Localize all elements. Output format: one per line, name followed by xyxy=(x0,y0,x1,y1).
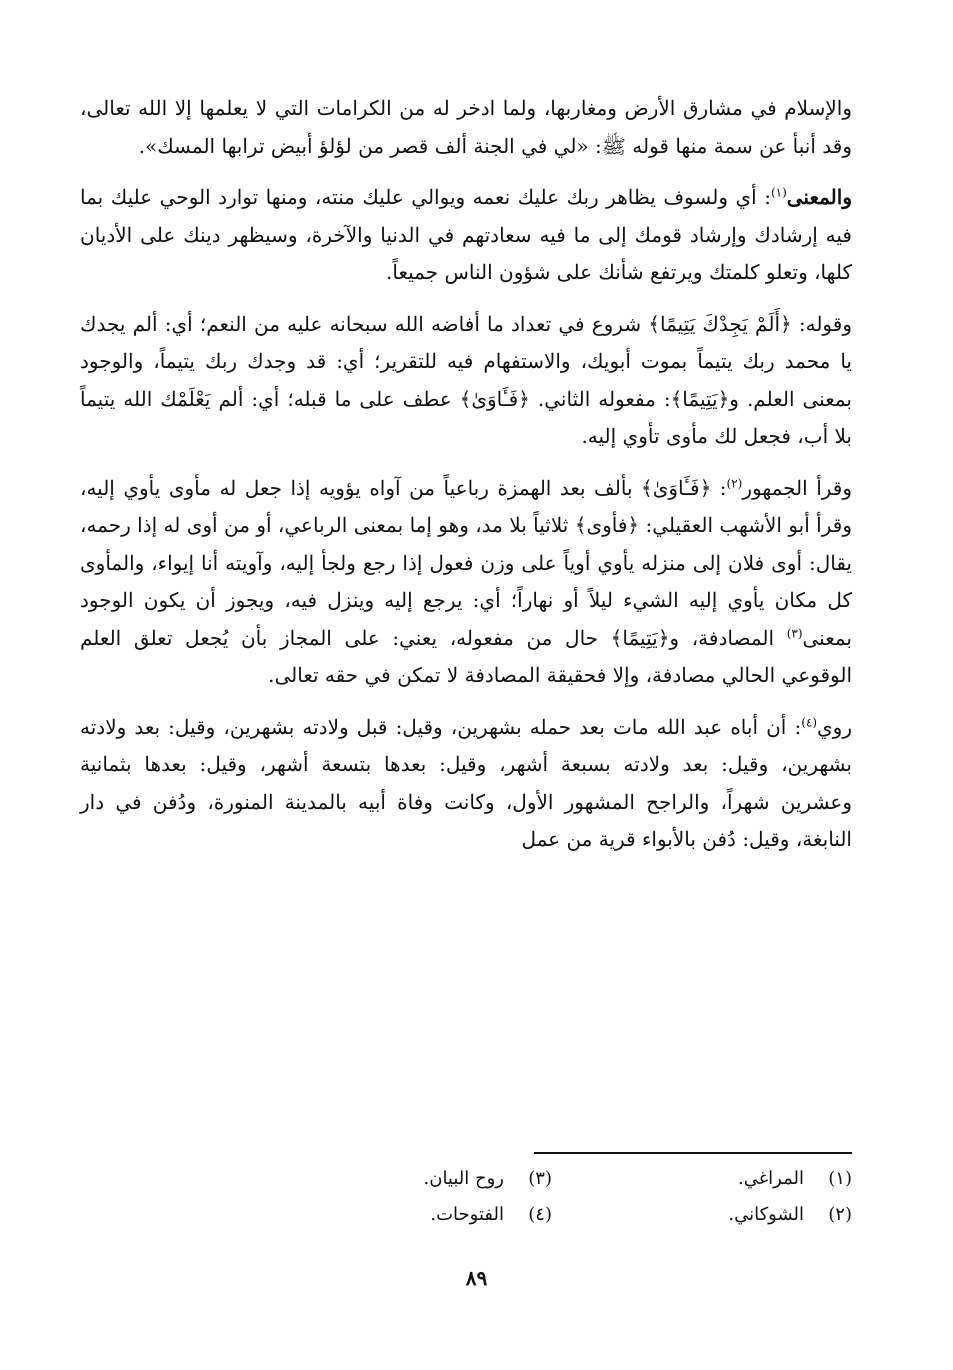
footnote-text: الشوكاني. xyxy=(728,1204,804,1225)
paragraph-lead: والمعنى xyxy=(786,185,852,209)
paragraph-text: روي xyxy=(817,714,852,739)
page-number: ٨٩ xyxy=(465,1266,488,1290)
footnote-ref: (١) xyxy=(770,185,787,200)
paragraph-text: وقوله: ﴿أَلَمْ يَجِدْكَ يَتِيمًا﴾ شروع في تعداد ما أفاضه الله سبحانه عليه من النعم؛ أي: ألم يجدك يا محمد ربك يتيماً بموت أبويك، والاستفهام فيه للتقرير؛ أي: قد وجدك ربك يتيماً، والوجود بمعنى العلم. و﴿يَتِيمًا﴾: مفعوله الثاني. ﴿فَـَٔاوَىٰ﴾ عطف على ما قبله؛ أي: ألم يَعْلَمْك الله يتيماً بلا أب، فجعل لك مأوى تأوي إليه. xyxy=(80,311,852,448)
footnote-ref: (٢) xyxy=(726,475,743,490)
footnote-text: الفتوحات. xyxy=(430,1204,504,1225)
footnote-ref: (٤) xyxy=(801,714,818,729)
footnote-item xyxy=(292,1165,552,1193)
footnotes xyxy=(292,1165,852,1229)
paragraph-text-continued: : ﴿فَـَٔاوَىٰ﴾ بألف بعد الهمزة رباعياً من آواه يؤويه إذا جعل له مأوى يأوي إليه، وقرأ أبو الأشهب العقيلي: ﴿فأوى﴾ ثلاثياً بلا مد، وهو إما بمعنى الرباعي، أو من أوى له إذا رحمه، يقال: أوى فلان إلى منزله يأوي أوياً على وزن فعول إذا رجع ولجأ إليه، وآويته أنا إيواء، والمأوى كل مكان يأوي إليه الشيء ليلاً أو نهاراً؛ أي: يرجع إليه وينزل فيه، ويجوز أن يكون الوجود بمعنى xyxy=(80,475,852,650)
paragraph-3 xyxy=(80,306,852,456)
footnote-number: (٢) xyxy=(828,1204,852,1225)
footnote-number: (٤) xyxy=(528,1204,552,1225)
footnote-text: المراغي. xyxy=(738,1168,804,1189)
paragraph-1 xyxy=(80,90,852,165)
footnote-number: (١) xyxy=(828,1168,852,1189)
paragraph-text-continued: : أن أباه عبد الله مات بعد حمله بشهرين، وقيل: قبل ولادته بشهرين، وقيل: بعد ولادته بشهرين، وقيل: بعد ولادته بسبعة أشهر، وقيل: بعدها بتسعة أشهر، وقيل: بعدها بثمانية وعشرين شهراً، والراجح المشهور الأول، وكانت وفاة أبيه بالمدينة المنورة، ودُفن في دار النابغة، وقيل: دُفن بالأبواء قرية من عمل xyxy=(80,714,852,851)
paragraph-5 xyxy=(80,709,852,859)
paragraph-text: والإسلام في مشارق الأرض ومغاربها، ولما ادخر له من الكرامات التي لا يعلمها إلا الله تعالى، وقد أنبأ عن سمة منها قوله ﷺ: «لي في الجنة ألف قصر من لؤلؤ أبيض ترابها المسك». xyxy=(80,96,852,158)
footnote-item xyxy=(552,1201,852,1229)
page-body xyxy=(80,90,852,873)
footnote-text: روح البيان. xyxy=(423,1168,504,1189)
footnote-ref: (٣) xyxy=(786,625,803,640)
paragraph-2 xyxy=(80,179,852,292)
footnote-item xyxy=(292,1201,552,1229)
footnote-divider xyxy=(534,1152,852,1154)
footnote-number: (٣) xyxy=(528,1168,552,1189)
footnote-item xyxy=(552,1165,852,1193)
paragraph-text: : أي ولسوف يظاهر ربك عليك نعمه ويوالي عليك منته، ومنها توارد الوحي عليك بما فيه إرشادك وإرشاد قومك إلى ما فيه سعادتهم في الدنيا والآخرة، وسيظهر دينك على الأديان كلها، وتعلو كلمتك ويرتفع شأنك على شؤون الناس جميعاً. xyxy=(80,185,852,284)
paragraph-text-end: المصادفة، و﴿يَتِيمًا﴾ حال من مفعوله، يعني: على المجاز بأن يُجعل تعلق العلم الوقوعي الحالي مصادفة، وإلا فحقيقة المصادفة لا تمكن في حقه تعالى. xyxy=(80,625,852,687)
paragraph-text: وقرأ الجمهور xyxy=(742,475,853,500)
paragraph-4 xyxy=(80,470,852,695)
